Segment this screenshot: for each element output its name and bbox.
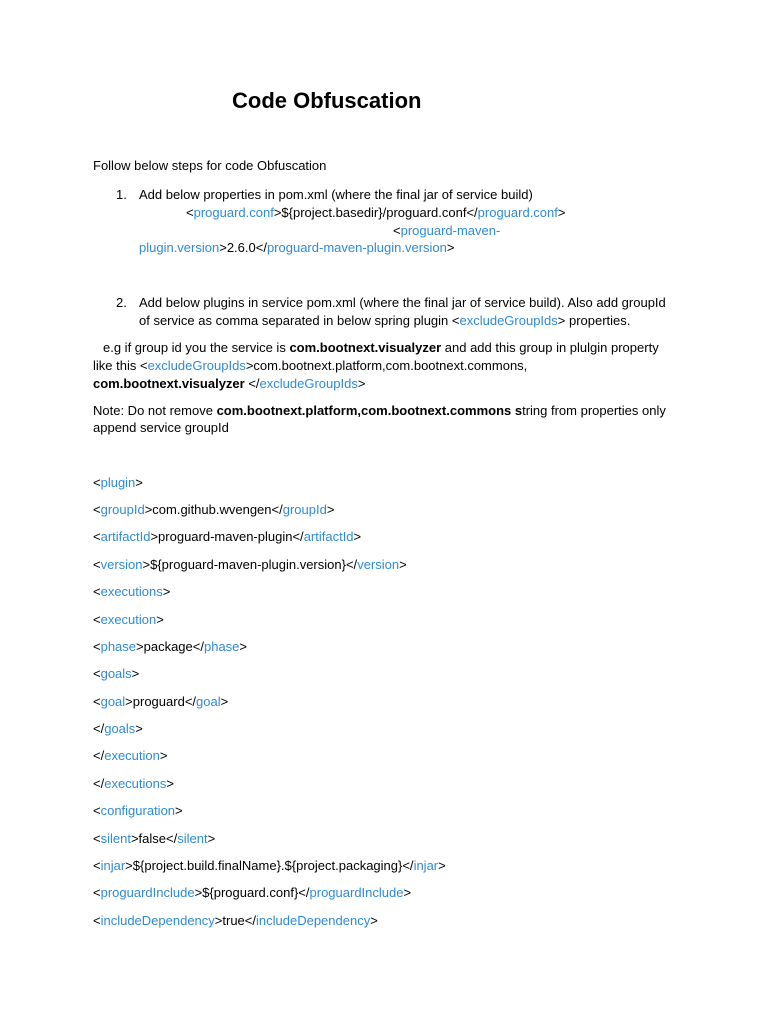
xml-tag: goal — [100, 694, 126, 709]
xml-tag: execution — [100, 612, 157, 627]
code-line: </execution> — [93, 748, 168, 763]
property-value: ${project.basedir}/proguard.conf — [281, 205, 467, 220]
xml-tag: proguard.conf — [193, 205, 274, 220]
step1-property-plugin-version-part2: plugin.version>2.6.0</proguard-maven-plugin.version> — [139, 240, 455, 255]
code-value: ${proguard-maven-plugin.version} — [150, 557, 346, 572]
xml-tag: version — [357, 557, 400, 572]
xml-tag: plugin.version — [139, 240, 220, 255]
xml-tag: phase — [203, 639, 240, 654]
code-value: package — [143, 639, 193, 654]
note-text: Note: Do not remove — [93, 403, 217, 418]
code-value: proguard-maven-plugin — [158, 529, 293, 544]
example-text: and add this group in plulgin property — [441, 340, 659, 355]
code-line: <phase>package</phase> — [93, 639, 247, 654]
example-line3 — [93, 375, 365, 392]
xml-tag: executions — [100, 584, 163, 599]
code-line: <proguardInclude>${proguard.conf}</proguardInclude> — [93, 885, 412, 900]
code-line: </goals> — [93, 721, 143, 736]
note-text: tring from properties only — [522, 403, 666, 418]
xml-tag: execution — [104, 748, 160, 763]
code-line: <includeDependency>true</includeDependency> — [93, 913, 378, 928]
xml-tag: goal — [196, 694, 221, 709]
example-text: like this < — [93, 358, 148, 373]
xml-tag: artifactId — [100, 529, 151, 544]
code-line: <version>${proguard-maven-plugin.version}</version> — [93, 557, 407, 572]
step1-text: Add below properties in pom.xml (where the final jar of service build) — [139, 187, 533, 202]
intro-text: Follow below steps for code Obfuscation — [93, 158, 327, 173]
note-line2: append service groupId — [93, 420, 229, 435]
code-line: <injar>${project.build.finalName}.${project.packaging}</injar> — [93, 858, 446, 873]
example-text: e.g if group id you the service is — [103, 340, 290, 355]
code-line: <plugin> — [93, 475, 143, 490]
xml-tag: proguardInclude — [309, 885, 404, 900]
xml-tag: proguard-maven- — [400, 223, 501, 238]
xml-tag: executions — [104, 776, 167, 791]
xml-tag: proguardInclude — [100, 885, 195, 900]
code-line: <silent>false</silent> — [93, 831, 216, 846]
xml-tag: injar — [413, 858, 439, 873]
step1-property-proguard-conf: <proguard.conf>${project.basedir}/proguard.conf</proguard.conf> — [186, 205, 566, 220]
xml-tag: artifactId — [303, 529, 354, 544]
example-text: </ — [244, 376, 260, 391]
example-bold-groupid: com.bootnext.visualyzer — [93, 376, 245, 391]
step2-line1: Add below plugins in service pom.xml (where the final jar of service build). Also add groupId — [139, 295, 666, 310]
xml-tag: goals — [100, 666, 132, 681]
code-line: <goals> — [93, 666, 140, 681]
code-value: com.github.wvengen — [152, 502, 272, 517]
xml-tag: injar — [100, 858, 126, 873]
xml-tag: groupId — [100, 502, 145, 517]
xml-tag: silent — [100, 831, 131, 846]
step2-line2-end: > properties. — [557, 313, 631, 328]
xml-tag: version — [100, 557, 143, 572]
step2-line2 — [139, 312, 630, 329]
code-line: <groupId>com.github.wvengen</groupId> — [93, 502, 335, 517]
code-line: <artifactId>proguard-maven-plugin</artifactId> — [93, 529, 362, 544]
code-line: <execution> — [93, 612, 164, 627]
code-value: proguard — [132, 694, 185, 709]
code-line: </executions> — [93, 776, 174, 791]
xml-tag: phase — [100, 639, 137, 654]
code-line: <goal>proguard</goal> — [93, 694, 229, 709]
example-line2 — [93, 357, 527, 374]
xml-tag: excludeGroupIds — [259, 376, 358, 391]
note-bold-groupids: com.bootnext.platform,com.bootnext.commons s — [216, 403, 523, 418]
xml-tag: includeDependency — [256, 913, 371, 928]
example-text: >com.bootnext.platform,com.bootnext.commons, — [245, 358, 528, 373]
xml-tag: silent — [177, 831, 208, 846]
xml-tag: proguard-maven-plugin.version — [266, 240, 447, 255]
xml-tag: goals — [104, 721, 136, 736]
note-line1 — [93, 402, 666, 419]
property-value: 2.6.0 — [226, 240, 256, 255]
step1-number: 1. — [116, 187, 127, 202]
page-title: Code Obfuscation — [232, 88, 422, 113]
xml-tag: excludeGroupIds — [147, 358, 246, 373]
xml-tag: configuration — [100, 803, 176, 818]
code-value: ${proguard.conf} — [202, 885, 299, 900]
xml-tag: proguard.conf — [477, 205, 558, 220]
example-text: > — [357, 376, 366, 391]
xml-tag: includeDependency — [100, 913, 215, 928]
xml-tag: groupId — [282, 502, 327, 517]
step2-line2-start: of service as comma separated in below spring plugin < — [139, 313, 460, 328]
example-bold-groupid: com.bootnext.visualyzer — [289, 340, 442, 355]
xml-tag: plugin — [100, 475, 136, 490]
code-value: true — [222, 913, 245, 928]
code-line: <configuration> — [93, 803, 183, 818]
step2-number: 2. — [116, 295, 127, 310]
step1-property-plugin-version-part1: <proguard-maven- — [393, 223, 501, 238]
code-value: false — [138, 831, 167, 846]
example-line1 — [103, 339, 659, 356]
xml-tag: excludeGroupIds — [459, 313, 558, 328]
code-value: ${project.build.finalName}.${project.packaging} — [132, 858, 403, 873]
code-line: <executions> — [93, 584, 171, 599]
